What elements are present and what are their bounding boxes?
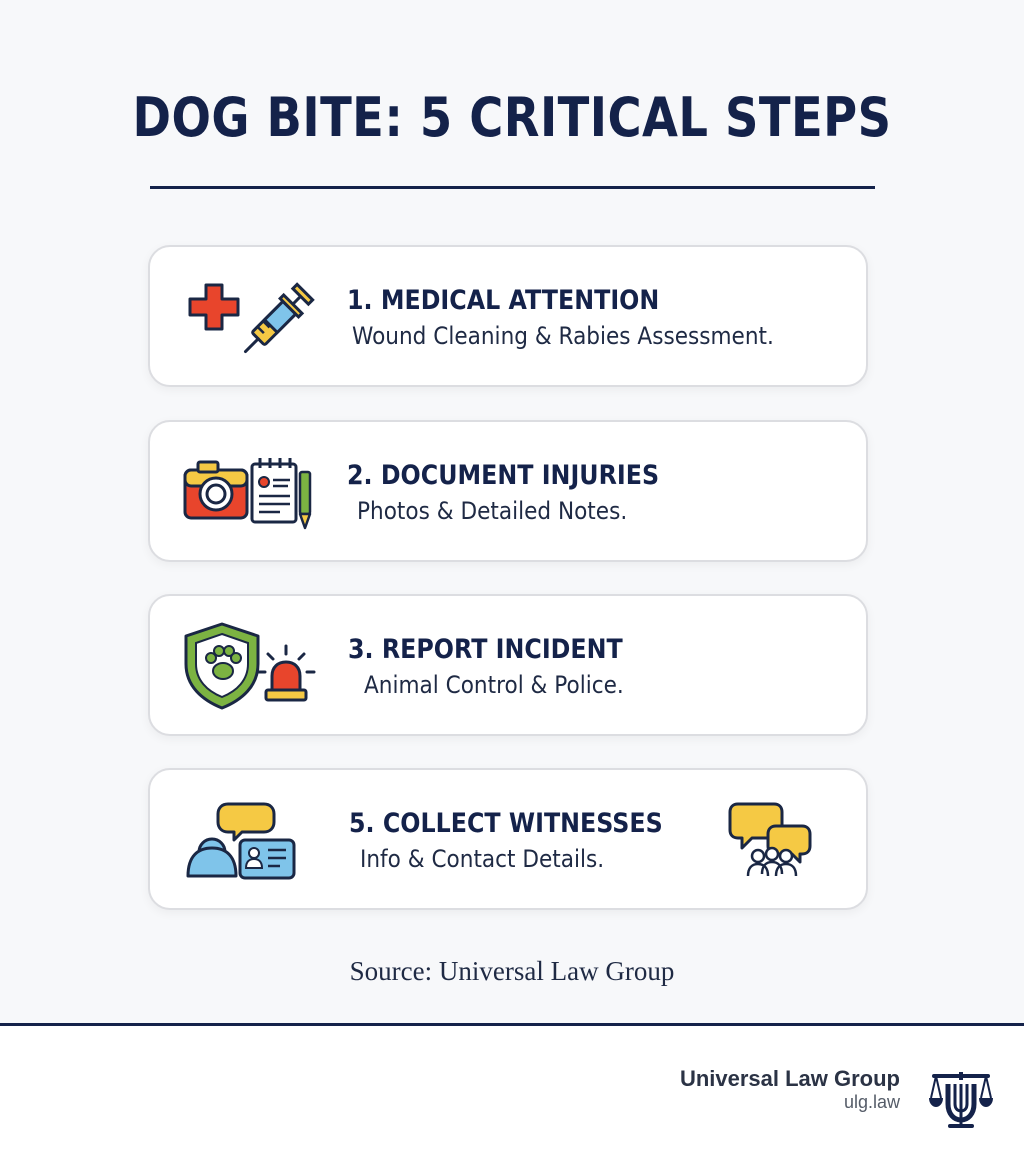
step-card-document-injuries xyxy=(148,420,868,562)
brand-url: ulg.law xyxy=(843,1092,900,1112)
footer xyxy=(0,1026,1024,1154)
siren-icon xyxy=(258,646,314,700)
brand-name: Universal Law Group xyxy=(679,1066,900,1091)
pen-icon xyxy=(300,472,310,528)
page-title: DOG BITE: 5 CRITICAL STEPS xyxy=(132,86,892,149)
step-description: Wound Cleaning & Rabies Assessment. xyxy=(352,322,774,350)
step-card-medical-attention xyxy=(148,245,868,387)
source-caption: Source: Universal Law Group xyxy=(349,956,675,986)
step-title: 1. MEDICAL ATTENTION xyxy=(347,285,660,316)
camera-icon xyxy=(185,462,247,518)
step-title: 2. DOCUMENT INJURIES xyxy=(347,460,660,491)
step-description: Photos & Detailed Notes. xyxy=(357,497,628,525)
paw-shield-icon xyxy=(186,624,258,708)
title-divider xyxy=(150,186,875,189)
medical-cross-icon xyxy=(190,285,238,329)
step-description: Animal Control & Police. xyxy=(364,671,624,699)
step-title: 5. COLLECT WITNESSES xyxy=(349,808,663,839)
step-title: 3. REPORT INCIDENT xyxy=(348,634,623,665)
scales-of-justice-logo-icon xyxy=(928,1070,994,1130)
id-card-icon xyxy=(240,840,294,878)
step-description: Info & Contact Details. xyxy=(360,845,605,873)
step-card-collect-witnesses xyxy=(148,768,868,910)
notepad-icon xyxy=(252,458,296,522)
group-chat-icon xyxy=(728,800,818,880)
syringe-icon xyxy=(236,283,314,361)
step-card-report-incident xyxy=(148,594,868,736)
